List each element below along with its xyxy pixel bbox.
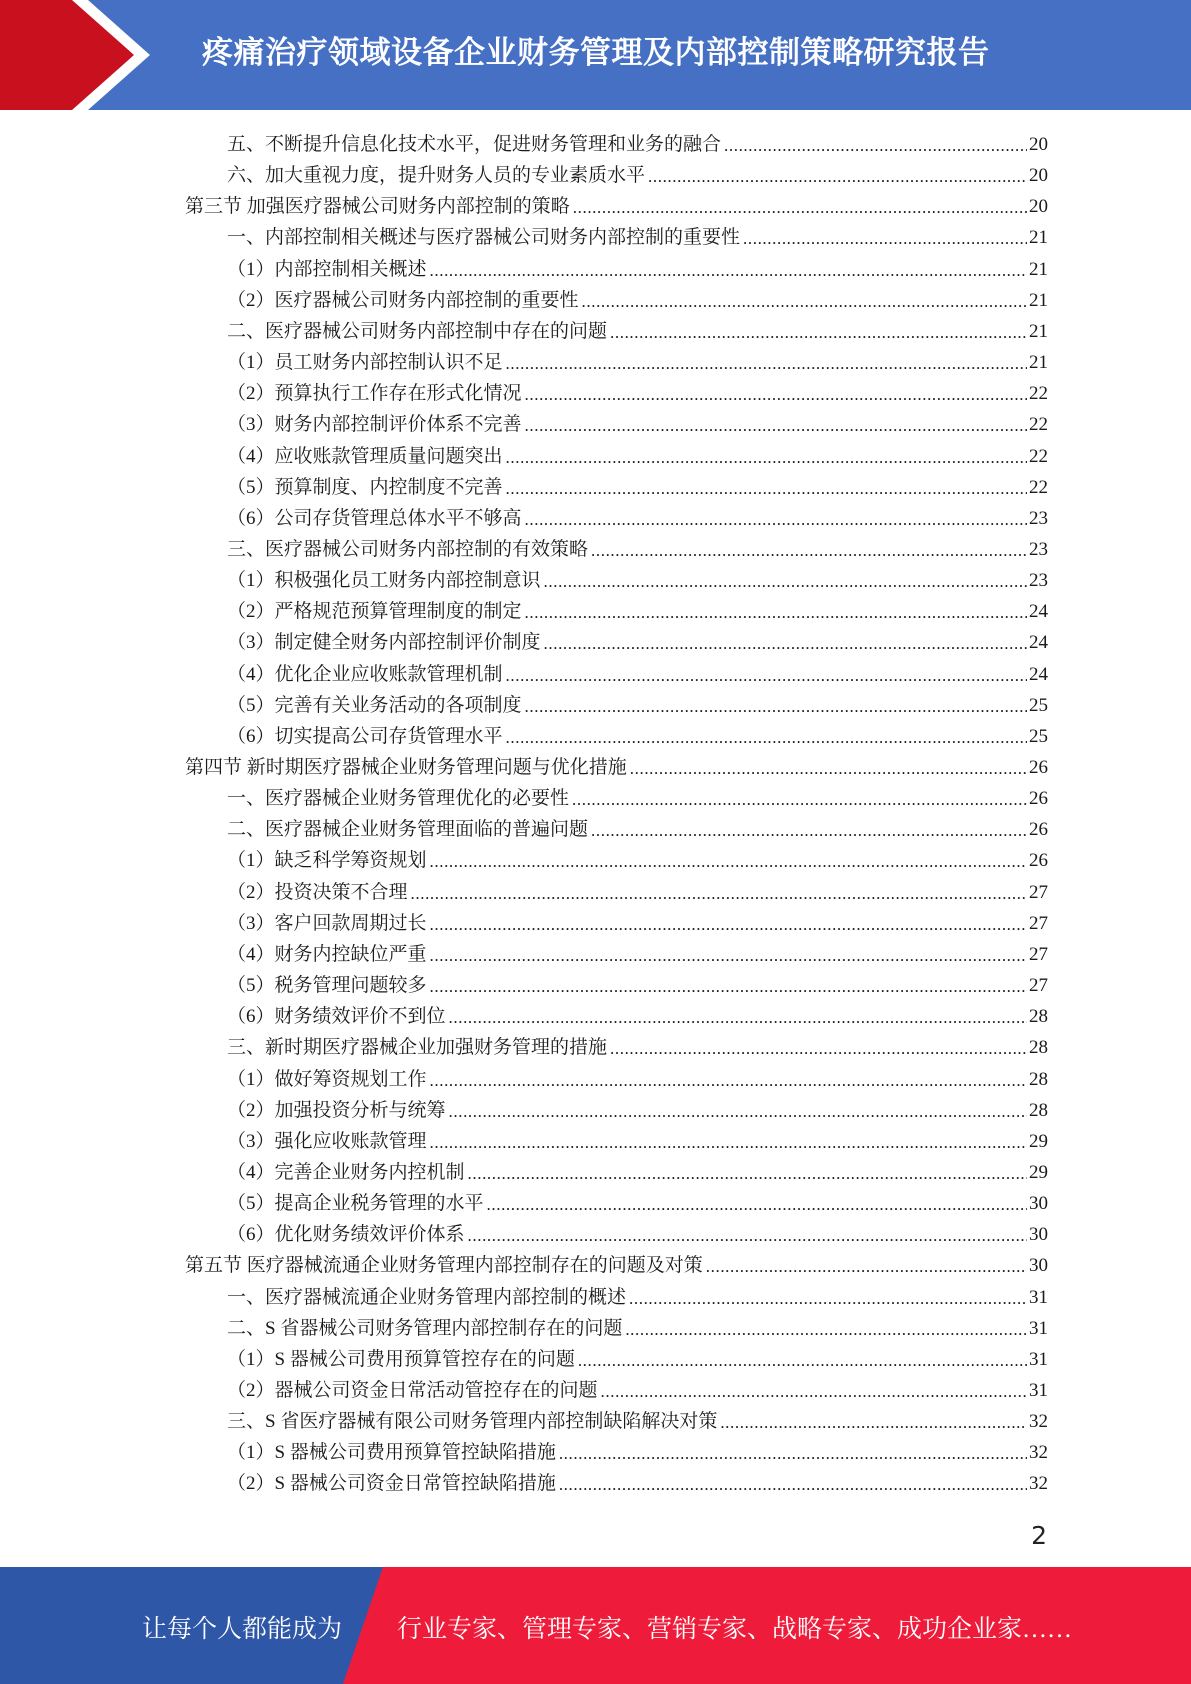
toc-dot-leader <box>430 849 1027 873</box>
toc-entry-page: 24 <box>1029 601 1048 622</box>
toc-entry-title: （4）优化企业应收账款管理机制 <box>227 664 503 685</box>
toc-entry-page: 24 <box>1029 632 1048 653</box>
toc-entry[interactable] <box>227 967 1048 998</box>
toc-entry[interactable] <box>227 282 1048 313</box>
report-title: 疼痛治疗领域设备企业财务管理及内部控制策略研究报告 <box>202 35 990 71</box>
toc-entry-page: 26 <box>1029 757 1048 778</box>
toc-entry-title: （5）提高企业税务管理的水平 <box>227 1193 484 1214</box>
toc-dot-leader <box>544 569 1027 593</box>
toc-dot-leader <box>743 226 1027 250</box>
toc-entry[interactable] <box>227 251 1048 282</box>
toc-entry-page: 28 <box>1029 1006 1048 1027</box>
toc-dot-leader <box>525 507 1027 531</box>
toc-dot-leader <box>506 725 1027 749</box>
toc-entry[interactable] <box>227 500 1048 531</box>
toc-entry-page: 23 <box>1029 508 1048 529</box>
toc-dot-leader <box>591 818 1027 842</box>
toc-dot-leader <box>430 943 1027 967</box>
toc-entry[interactable] <box>227 842 1048 873</box>
toc-entry-page: 28 <box>1029 1100 1048 1121</box>
toc-entry[interactable] <box>227 375 1048 406</box>
toc-entry-page: 31 <box>1029 1349 1048 1370</box>
toc-entry-title: 六、加大重视力度，提升财务人员的专业素质水平 <box>227 165 646 186</box>
toc-entry-title: （1）员工财务内部控制认识不足 <box>227 352 503 373</box>
toc-entry-page: 26 <box>1029 819 1048 840</box>
toc-entry-page: 20 <box>1029 134 1048 155</box>
toc-entry-title: （2）严格规范预算管理制度的制定 <box>227 601 522 622</box>
toc-entry[interactable] <box>227 1216 1048 1247</box>
toc-dot-leader <box>525 382 1027 406</box>
toc-dot-leader <box>601 1379 1027 1403</box>
toc-entry[interactable] <box>227 344 1048 375</box>
toc-entry-title: （6）财务绩效评价不到位 <box>227 1006 446 1027</box>
toc-entry[interactable] <box>227 687 1048 718</box>
toc-entry-page: 22 <box>1029 446 1048 467</box>
toc-entry-page: 32 <box>1029 1411 1048 1432</box>
toc-entry-title: 三、新时期医疗器械企业加强财务管理的措施 <box>227 1037 608 1058</box>
toc-dot-leader <box>506 476 1027 500</box>
toc-entry-title: 三、医疗器械公司财务内部控制的有效策略 <box>227 539 589 560</box>
toc-entry-page: 21 <box>1029 290 1048 311</box>
toc-dot-leader <box>449 1005 1027 1029</box>
toc-entry-page: 22 <box>1029 383 1048 404</box>
toc-entry[interactable] <box>227 1310 1048 1341</box>
toc-entry[interactable] <box>227 1341 1048 1372</box>
toc-dot-leader <box>411 881 1027 905</box>
toc-entry-page: 30 <box>1029 1255 1048 1276</box>
toc-entry[interactable] <box>227 1434 1048 1465</box>
toc-dot-leader <box>559 1472 1027 1496</box>
toc-dot-leader <box>487 1192 1027 1216</box>
toc-dot-leader <box>430 974 1027 998</box>
toc-dot-leader <box>430 912 1027 936</box>
toc-entry-title: （2）投资决策不合理 <box>227 882 408 903</box>
toc-dot-leader <box>525 600 1027 624</box>
toc-entry[interactable] <box>227 1279 1048 1310</box>
toc-dot-leader <box>625 1317 1027 1341</box>
toc-dot-leader <box>449 1099 1027 1123</box>
toc-entry-page: 27 <box>1029 913 1048 934</box>
toc-dot-leader <box>706 1254 1027 1278</box>
toc-entry-page: 28 <box>1029 1037 1048 1058</box>
toc-entry-page: 20 <box>1029 165 1048 186</box>
toc-entry-page: 31 <box>1029 1318 1048 1339</box>
toc-entry-title: （3）财务内部控制评价体系不完善 <box>227 414 522 435</box>
toc-entry[interactable] <box>227 1465 1048 1496</box>
toc-entry[interactable] <box>227 438 1048 469</box>
toc-entry-title: （4）财务内控缺位严重 <box>227 944 427 965</box>
toc-entry-page: 21 <box>1029 227 1048 248</box>
toc-entry[interactable] <box>227 998 1048 1029</box>
page-number: 2 <box>1031 1521 1047 1550</box>
toc-dot-leader <box>610 1036 1027 1060</box>
toc-entry[interactable] <box>227 811 1048 842</box>
toc-entry-page: 26 <box>1029 850 1048 871</box>
toc-entry[interactable] <box>227 936 1048 967</box>
toc-entry[interactable] <box>227 313 1048 344</box>
toc-entry-title: （2）器械公司资金日常活动管控存在的问题 <box>227 1380 598 1401</box>
toc-entry-page: 23 <box>1029 539 1048 560</box>
toc-entry-page: 29 <box>1029 1131 1048 1152</box>
toc-dot-leader <box>506 663 1027 687</box>
toc-entry-title: （3）强化应收账款管理 <box>227 1131 427 1152</box>
toc-dot-leader <box>720 1410 1027 1434</box>
toc-entry-title: （4）应收账款管理质量问题突出 <box>227 446 503 467</box>
toc-entry-title: （1）积极强化员工财务内部控制意识 <box>227 570 541 591</box>
toc-dot-leader <box>430 258 1027 282</box>
toc-entry[interactable] <box>227 656 1048 687</box>
footer-slogan-left: 让每个人都能成为 <box>142 1616 343 1643</box>
toc-entry-title: 二、医疗器械企业财务管理面临的普遍问题 <box>227 819 589 840</box>
toc-entry-page: 20 <box>1029 196 1048 217</box>
toc-entry[interactable] <box>227 126 1048 157</box>
toc-entry[interactable] <box>227 1092 1048 1123</box>
toc-dot-leader <box>591 538 1027 562</box>
toc-entry[interactable] <box>227 1029 1048 1060</box>
toc-entry-page: 25 <box>1029 726 1048 747</box>
toc-entry-title: 一、内部控制相关概述与医疗器械公司财务内部控制的重要性 <box>227 227 741 248</box>
toc-dot-leader <box>525 413 1027 437</box>
toc-entry-title: 第四节 新时期医疗器械企业财务管理问题与优化措施 <box>185 757 627 778</box>
toc-entry[interactable] <box>227 624 1048 655</box>
footer-slogan-right: 行业专家、管理专家、营销专家、战略专家、成功企业家…… <box>397 1616 1073 1643</box>
toc-entry-title: （3）制定健全财务内部控制评价制度 <box>227 632 541 653</box>
toc-entry[interactable] <box>227 406 1048 437</box>
toc-entry-page: 21 <box>1029 259 1048 280</box>
page-footer <box>0 1567 1191 1684</box>
toc-entry-page: 29 <box>1029 1162 1048 1183</box>
toc-entry-title: （5）预算制度、内控制度不完善 <box>227 477 503 498</box>
toc-entry-title: （5）税务管理问题较多 <box>227 975 427 996</box>
toc-entry-title: 三、S 省医疗器械有限公司财务管理内部控制缺陷解决对策 <box>227 1411 718 1432</box>
toc-entry-page: 21 <box>1029 321 1048 342</box>
toc-dot-leader <box>468 1223 1027 1247</box>
toc-entry[interactable] <box>227 905 1048 936</box>
toc-dot-leader <box>724 133 1027 157</box>
toc-dot-leader <box>629 1286 1027 1310</box>
toc-entry-title: （1）S 器械公司费用预算管控缺陷措施 <box>227 1442 556 1463</box>
toc-dot-leader <box>572 787 1027 811</box>
toc-dot-leader <box>648 164 1027 188</box>
toc-entry-title: （1）S 器械公司费用预算管控存在的问题 <box>227 1349 575 1370</box>
toc-dot-leader <box>430 1068 1027 1092</box>
toc-dot-leader <box>578 1348 1027 1372</box>
toc-entry[interactable] <box>227 1372 1048 1403</box>
toc-entry-page: 28 <box>1029 1069 1048 1090</box>
toc-entry[interactable] <box>227 718 1048 749</box>
toc-dot-leader <box>525 694 1027 718</box>
toc-dot-leader <box>573 195 1027 219</box>
toc-entry-page: 26 <box>1029 788 1048 809</box>
toc-entry-title: （2）S 器械公司资金日常管控缺陷措施 <box>227 1473 556 1494</box>
toc-entry-page: 23 <box>1029 570 1048 591</box>
toc-entry-page: 32 <box>1029 1442 1048 1463</box>
toc-entry-title: 一、医疗器械企业财务管理优化的必要性 <box>227 788 570 809</box>
toc-dot-leader <box>544 631 1027 655</box>
toc-entry[interactable] <box>227 469 1048 500</box>
toc-entry-page: 30 <box>1029 1224 1048 1245</box>
toc-entry-title: （2）加强投资分析与统筹 <box>227 1100 446 1121</box>
toc-entry[interactable] <box>227 1123 1048 1154</box>
toc-entry[interactable] <box>227 531 1048 562</box>
toc-entry-title: （4）完善企业财务内控机制 <box>227 1162 465 1183</box>
toc-entry-title: （1）缺乏科学筹资规划 <box>227 850 427 871</box>
toc-entry-title: 二、S 省器械公司财务管理内部控制存在的问题 <box>227 1318 623 1339</box>
toc-entry-title: 第五节 医疗器械流通企业财务管理内部控制存在的问题及对策 <box>185 1255 703 1276</box>
toc-entry-page: 27 <box>1029 882 1048 903</box>
toc-entry-title: （6）优化财务绩效评价体系 <box>227 1224 465 1245</box>
toc-dot-leader <box>430 1130 1027 1154</box>
toc-dot-leader <box>468 1161 1027 1185</box>
toc-entry-title: （6）切实提高公司存货管理水平 <box>227 726 503 747</box>
toc-entry[interactable] <box>227 593 1048 624</box>
toc-entry-title: 五、不断提升信息化技术水平，促进财务管理和业务的融合 <box>227 134 722 155</box>
toc-entry-page: 31 <box>1029 1287 1048 1308</box>
toc-entry-title: （2）预算执行工作存在形式化情况 <box>227 383 522 404</box>
toc-entry-page: 31 <box>1029 1380 1048 1401</box>
toc-entry[interactable] <box>185 188 1048 219</box>
toc-entry[interactable] <box>227 219 1048 250</box>
toc-entry-title: （6）公司存货管理总体水平不够高 <box>227 508 522 529</box>
toc-entry-page: 21 <box>1029 352 1048 373</box>
toc-entry[interactable] <box>227 1154 1048 1185</box>
toc-entry[interactable] <box>227 780 1048 811</box>
toc-entry-title: （3）客户回款周期过长 <box>227 913 427 934</box>
toc-entry[interactable] <box>227 1403 1048 1434</box>
toc-entry-page: 30 <box>1029 1193 1048 1214</box>
toc-dot-leader <box>582 289 1027 313</box>
toc-entry-title: 第三节 加强医疗器械公司财务内部控制的策略 <box>185 196 570 217</box>
toc-dot-leader <box>630 756 1027 780</box>
toc-entry-title: （5）完善有关业务活动的各项制度 <box>227 695 522 716</box>
toc-entry-page: 22 <box>1029 414 1048 435</box>
toc-entry[interactable] <box>227 157 1048 188</box>
toc-entry-title: （1）做好筹资规划工作 <box>227 1069 427 1090</box>
toc-entry[interactable] <box>227 562 1048 593</box>
toc-entry-page: 22 <box>1029 477 1048 498</box>
toc-entry-title: （2）医疗器械公司财务内部控制的重要性 <box>227 290 579 311</box>
toc-entry-page: 25 <box>1029 695 1048 716</box>
toc-dot-leader <box>610 320 1027 344</box>
toc-dot-leader <box>506 351 1027 375</box>
toc-dot-leader <box>559 1441 1027 1465</box>
toc-entry[interactable] <box>185 749 1048 780</box>
page-header <box>0 0 1191 110</box>
toc-entry-page: 24 <box>1029 664 1048 685</box>
toc-entry[interactable] <box>227 1185 1048 1216</box>
toc-entry-page: 32 <box>1029 1473 1048 1494</box>
toc-entry-title: 二、医疗器械公司财务内部控制中存在的问题 <box>227 321 608 342</box>
toc-entry[interactable] <box>227 874 1048 905</box>
toc-dot-leader <box>506 445 1027 469</box>
toc-entry-page: 27 <box>1029 944 1048 965</box>
toc-entry-page: 27 <box>1029 975 1048 996</box>
toc-entry[interactable] <box>227 1061 1048 1092</box>
toc-entry[interactable] <box>185 1247 1048 1278</box>
toc-entry-title: （1）内部控制相关概述 <box>227 259 427 280</box>
toc-entry-title: 一、医疗器械流通企业财务管理内部控制的概述 <box>227 1287 627 1308</box>
